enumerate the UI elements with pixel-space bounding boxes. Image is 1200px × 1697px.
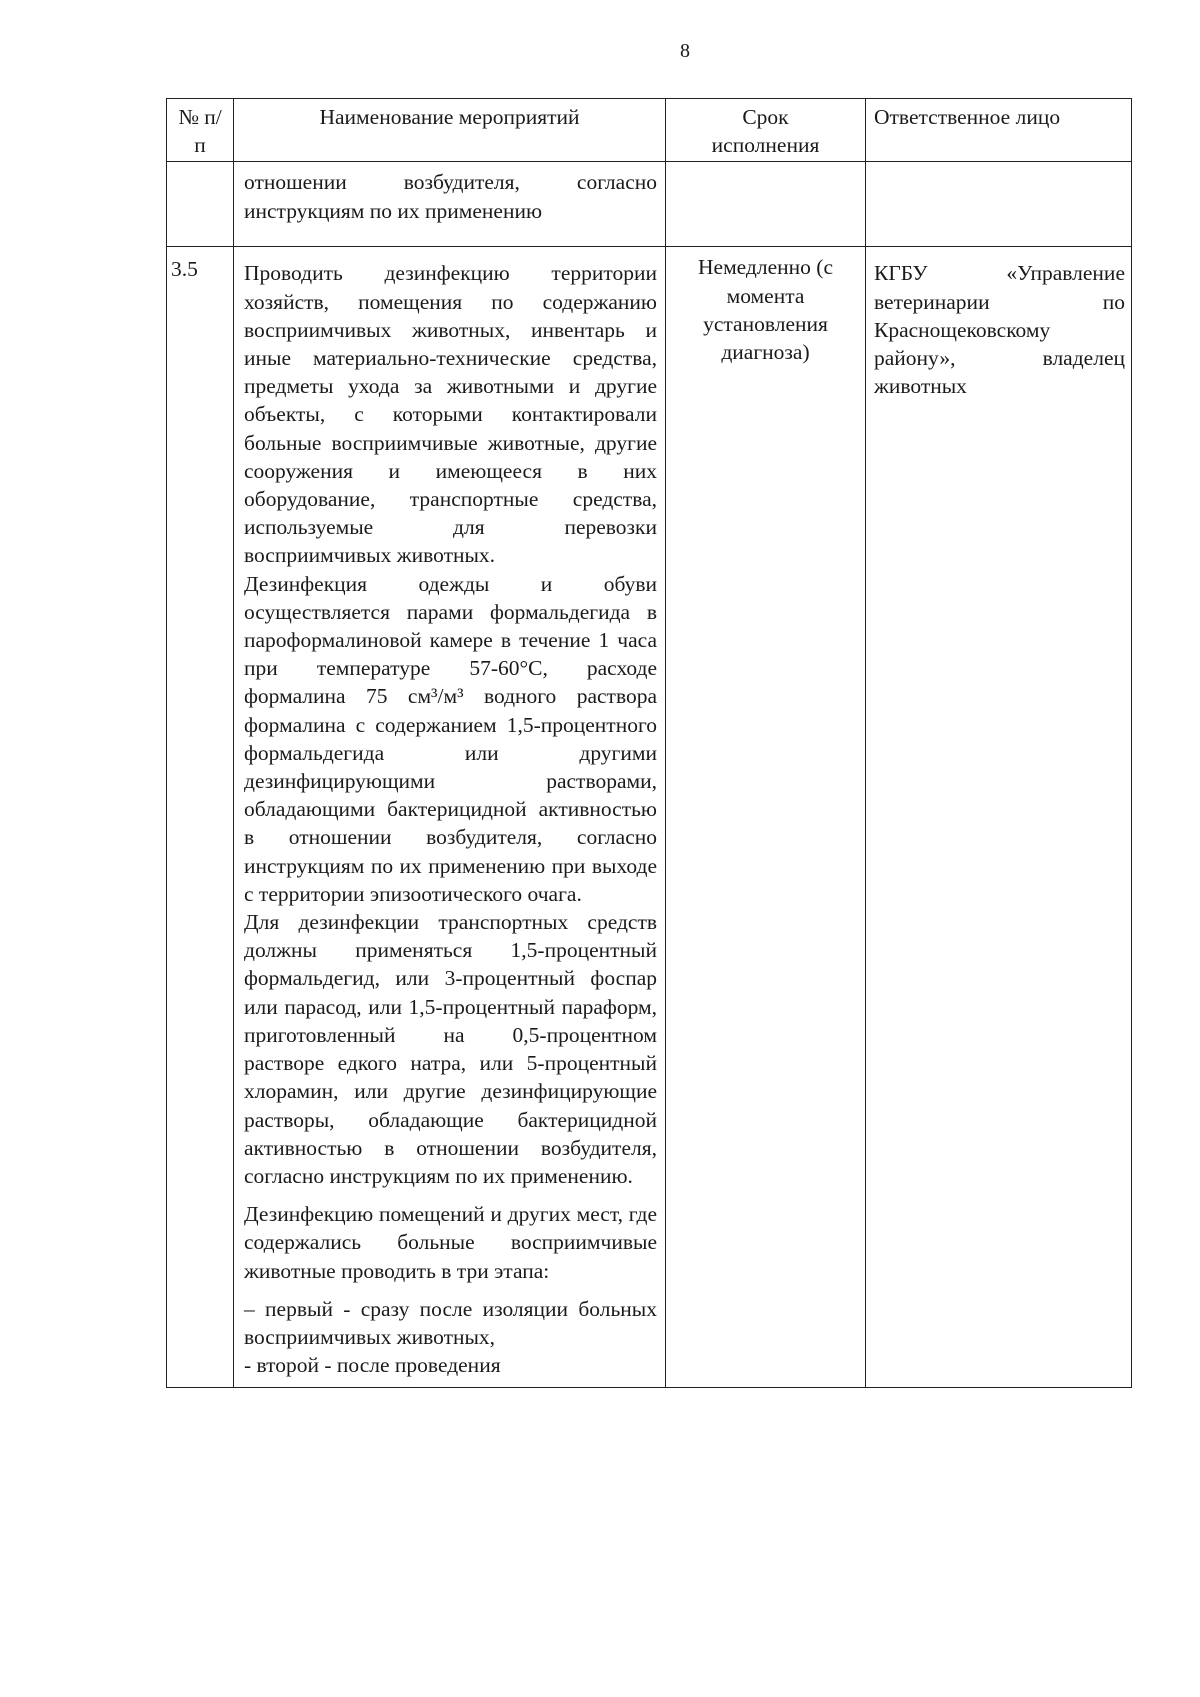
measure-description [234,247,666,1388]
table-row-3-5 [167,247,1132,1388]
cell-empty [666,162,866,247]
header-deadline: Срок исполнения [666,99,866,162]
deadline-text: Немедленно (с момента установления диагноза) [666,247,866,1388]
continuation-text: отношении возбудителя, согласно инструкциям по их применению [234,162,666,247]
page-number: 8 [680,40,690,62]
measure-paragraph: Проводить дезинфекцию территории хозяйств, помещения по содержанию восприимчивых животных, инвентарь и иные материально-технические средства, предметы ухода за животными и другие объекты, с которыми контактировали больные восприимчивые животные, другие сооружения и имеющееся в них оборудование, транспортные средства, используемые для перевозки восприимчивых животных. [244,261,657,568]
measure-paragraph: Для дезинфекции транспортных средств должны применяться 1,5-процентный формальдегид, или 3-процентный фоспар или парасод, или 1,5-процентный параформ, приготовленный на 0,5-процентном растворе едкого натра, или 5-процентный хлорамин, или другие дезинфицирующие растворы, обладающие бактерицидной активностью в отношении возбудителя, согласно инструкциям по их применению. [244,910,657,1188]
cell-empty [866,162,1132,247]
header-responsible: Ответственное лицо [866,99,1132,162]
measure-paragraph: Дезинфекцию помещений и других мест, где содержались больные восприимчивые животные проводить в три этапа: [244,1202,657,1283]
cell-empty [167,162,234,247]
table-row-continuation [167,162,1132,247]
row-number: 3.5 [167,247,234,1388]
header-name: Наименование мероприятий [234,99,666,162]
responsible-text: КГБУ «Управление ветеринарии по Краснощековскому району», владелец животных [866,247,1132,1388]
table-header-row [167,99,1132,162]
measure-paragraph: Дезинфекция одежды и обуви осуществляется парами формальдегида в пароформалиновой камере в течение 1 часа при температуре 57-60°С, расходе формалина 75 см³/м³ водного раствора формалина с содержанием 1,5-процентного формальдегида или другими дезинфицирующими растворами, обладающими бактерицидной активностью в отношении возбудителя, согласно инструкциям по их применению при выходе с территории эпизоотического очага. [244,571,657,906]
measures-table [166,98,1132,1388]
header-num: № п/п [167,99,234,162]
measure-paragraph: - второй - после проведения [244,1353,501,1378]
measure-paragraph: – первый - сразу после изоляции больных восприимчивых животных, [244,1296,657,1349]
